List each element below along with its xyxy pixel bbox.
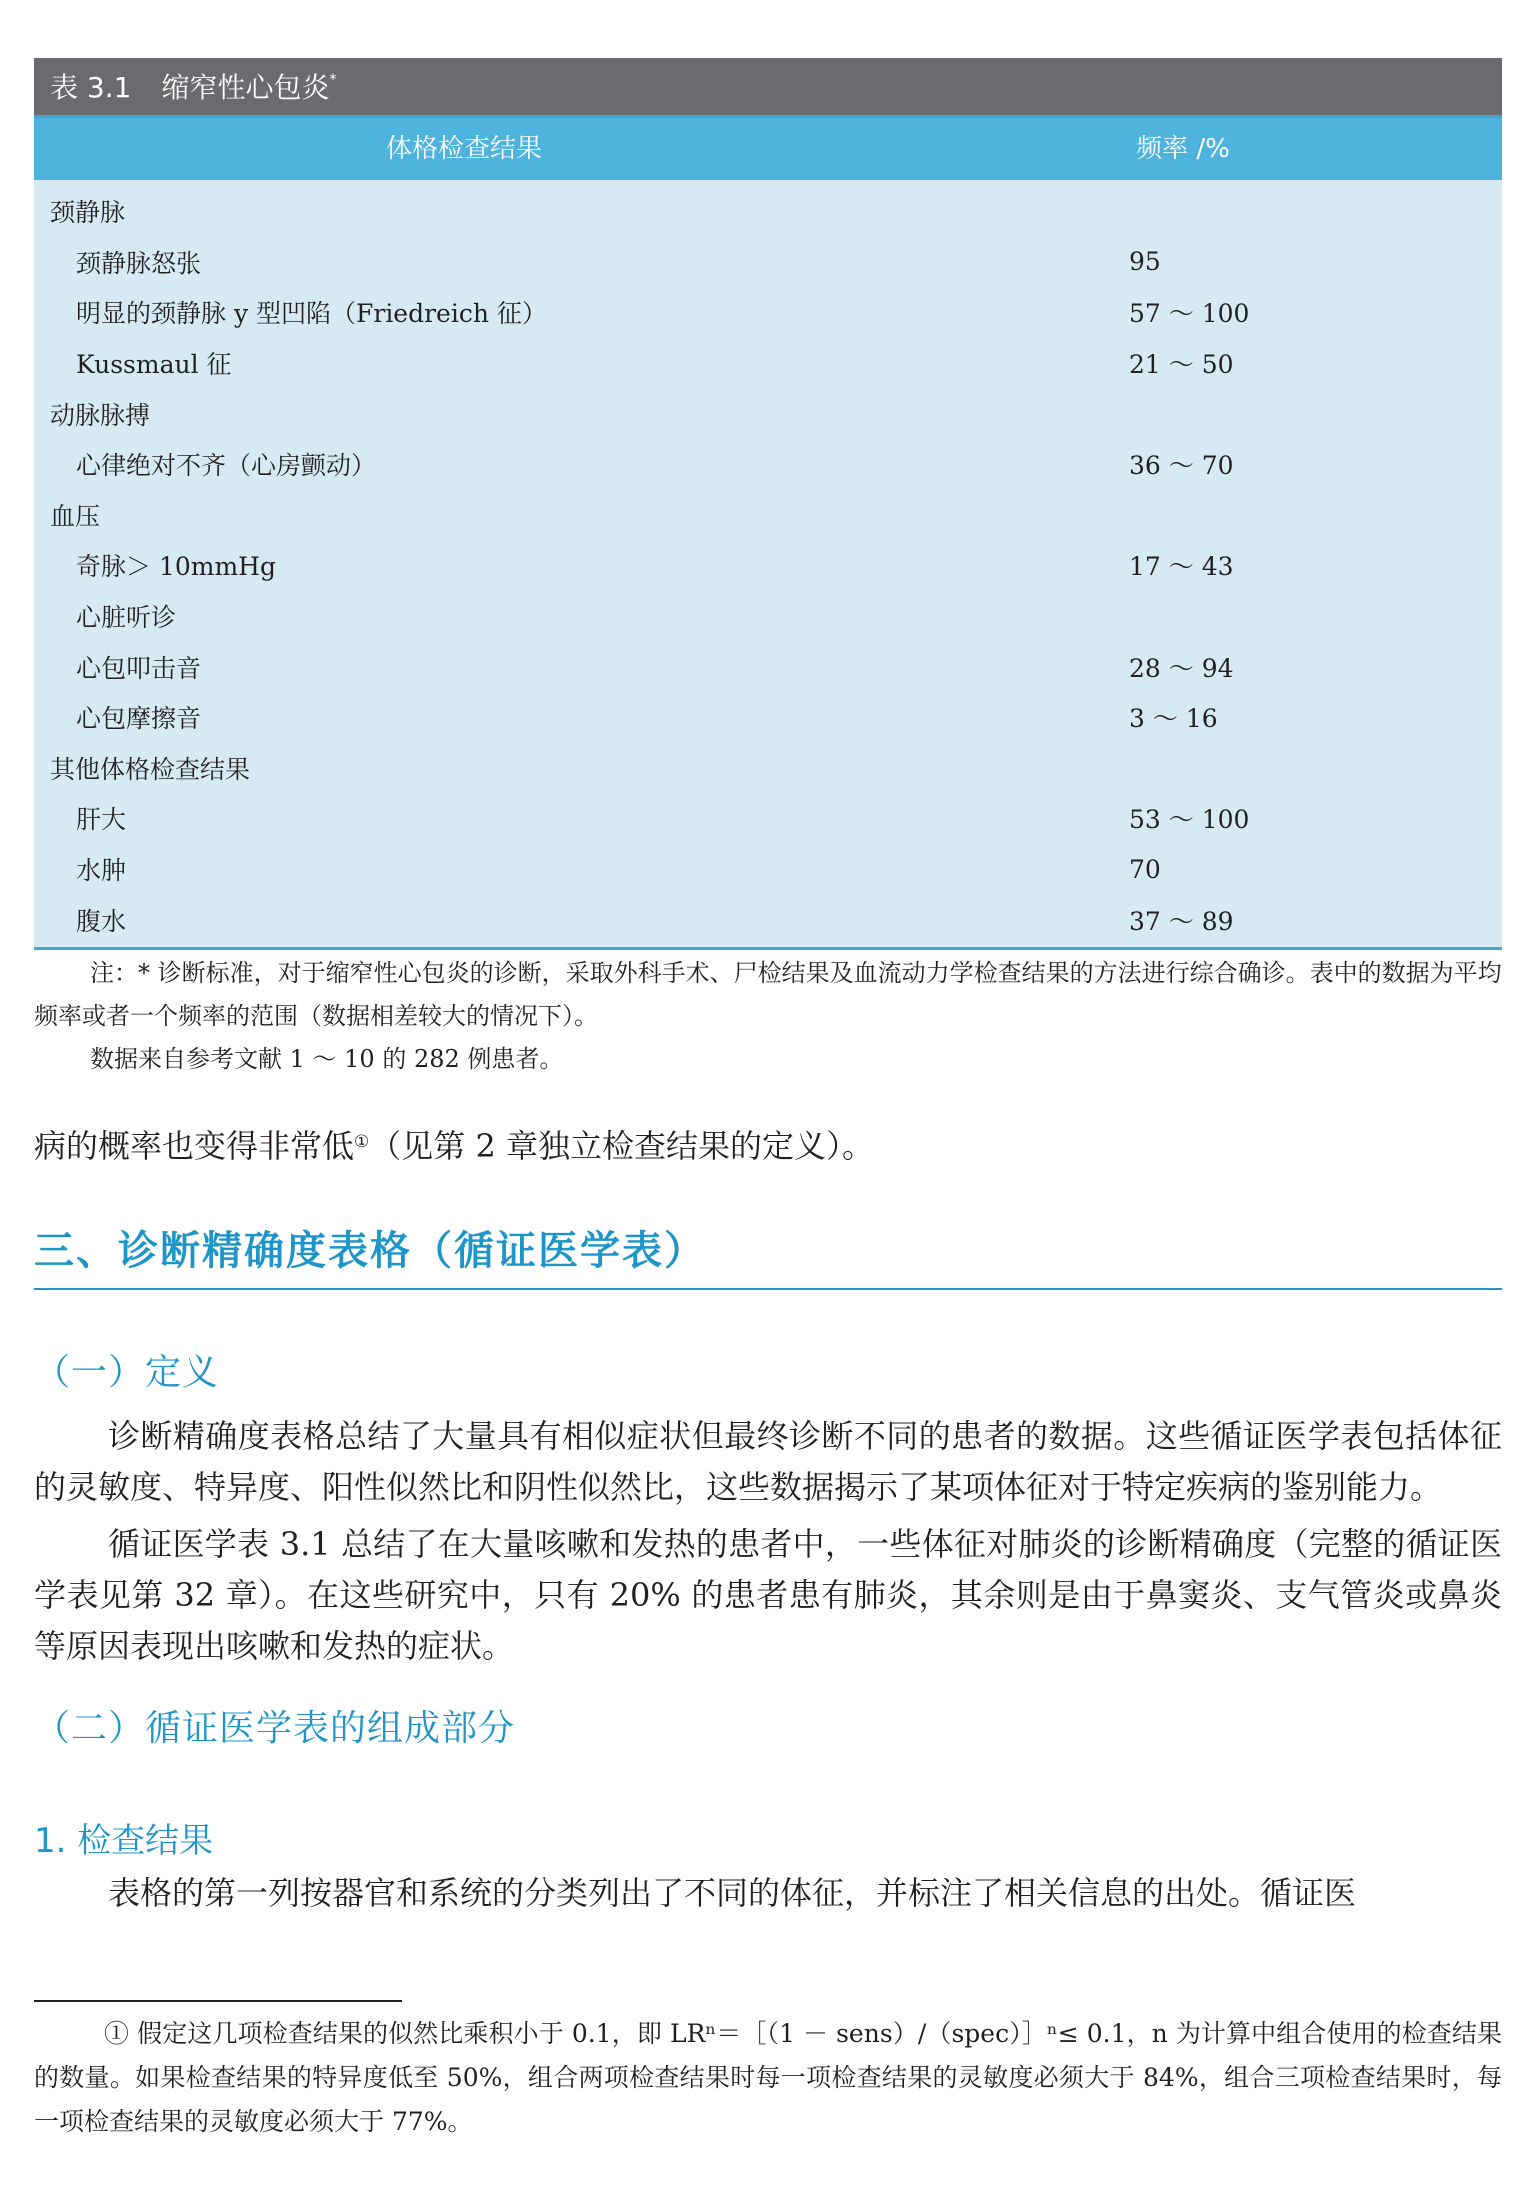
finding-label: 心脏听诊 <box>76 603 177 633</box>
table-body <box>34 180 1502 950</box>
table-row <box>34 186 1502 237</box>
table-row <box>34 439 1502 490</box>
table-row <box>34 743 1502 794</box>
table-row <box>34 388 1502 439</box>
frequency-value: 53 ～ 100 <box>1129 805 1250 835</box>
table-title: 缩窄性心包炎 <box>161 71 330 104</box>
table-row <box>34 793 1502 844</box>
finding-label: 动脉脉搏 <box>50 400 151 430</box>
table-note-source: 数据来自参考文献 1 ～ 10 的 282 例患者。 <box>90 1044 564 1073</box>
table-row <box>34 237 1502 288</box>
frequency-value: 70 <box>1129 854 1161 884</box>
table-row <box>34 338 1502 389</box>
table-header-row <box>34 118 1502 180</box>
column-header-frequency: 频率 /% <box>1136 134 1230 164</box>
table-row <box>34 641 1502 692</box>
footnote <box>34 2012 1502 2144</box>
frequency-value: 17 ～ 43 <box>1129 552 1234 582</box>
finding-label: 肝大 <box>76 805 127 835</box>
frequency-value: 57 ～ 100 <box>1129 299 1250 329</box>
finding-label: 颈静脉 <box>50 198 126 228</box>
frequency-value: 28 ～ 94 <box>1129 653 1234 683</box>
table-row <box>34 894 1502 945</box>
frequency-value: 36 ～ 70 <box>1129 451 1234 481</box>
frequency-value: 95 <box>1129 247 1161 277</box>
table-row <box>34 490 1502 541</box>
footnote-text: ① 假定这几项检查结果的似然比乘积小于 0.1，即 LRⁿ＝［（1 － sens）/（spec）］ⁿ≤ 0.1，n 为计算中组合使用的检查结果的数量。如果检查结果的特异度低至 50%，组合两项检查结果时每一项检查结果的灵敏度必须大于 84%，组合三项检查结果时，每一项检查结果的灵敏度必须大于 77%。 <box>34 2019 1502 2136</box>
table-number: 表 3.1 <box>50 71 132 104</box>
continuation-sentence: 病的概率也变得非常低 <box>34 1126 355 1165</box>
finding-label: 心包叩击音 <box>76 653 202 683</box>
table-title-footnote-mark: * <box>329 72 337 88</box>
paragraph-findings: 表格的第一列按器官和系统的分类列出了不同的体征，并标注了相关信息的出处。循证医 <box>108 1873 1357 1912</box>
finding-label: 明显的颈静脉 y 型凹陷（Friedreich 征） <box>76 299 547 329</box>
finding-label: Kussmaul 征 <box>76 350 232 380</box>
table-row <box>34 692 1502 743</box>
page-content <box>34 58 1502 1919</box>
frequency-value: 21 ～ 50 <box>1129 350 1234 380</box>
finding-label: 心包摩擦音 <box>76 704 202 734</box>
frequency-value: 3 ～ 16 <box>1129 704 1218 734</box>
continuation-text <box>34 1121 1502 1171</box>
section-heading: 三、诊断精确度表格（循证医学表） <box>34 1219 1502 1290</box>
table-row <box>34 287 1502 338</box>
subsection-heading-definition: （一）定义 <box>34 1351 220 1393</box>
column-header-findings: 体格检查结果 <box>385 134 542 164</box>
finding-label: 其他体格检查结果 <box>50 754 251 784</box>
finding-label: 奇脉＞ 10mmHg <box>76 552 276 582</box>
footnote-ref-1: ① <box>354 1131 370 1152</box>
footnote-divider <box>34 2000 402 2002</box>
item-heading-findings: 1. 检查结果 <box>34 1820 214 1861</box>
table-notes <box>34 952 1502 1081</box>
paragraph-definition-1: 诊断精确度表格总结了大量具有相似症状但最终诊断不同的患者的数据。这些循证医学表包括体征的灵敏度、特异度、阳性似然比和阴性似然比，这些数据揭示了某项体征对于特定疾病的鉴别能力。 <box>34 1416 1502 1506</box>
finding-label: 水肿 <box>76 856 127 886</box>
frequency-value: 37 ～ 89 <box>1129 906 1234 936</box>
table-row <box>34 591 1502 642</box>
paragraph-definition-2: 循证医学表 3.1 总结了在大量咳嗽和发热的患者中，一些体征对肺炎的诊断精确度（完整的循证医学表见第 32 章）。在这些研究中，只有 20% 的患者患有肺炎，其余则是由于鼻窦炎、支气管炎或鼻炎等原因表现出咳嗽和发热的症状。 <box>34 1524 1502 1665</box>
finding-label: 腹水 <box>76 906 127 936</box>
table-caption <box>34 58 1502 118</box>
finding-label: 颈静脉怒张 <box>76 248 202 278</box>
table-note-criteria: 注：* 诊断标准，对于缩窄性心包炎的诊断，采取外科手术、尸检结果及血流动力学检查结果的方法进行综合确诊。表中的数据为平均频率或者一个频率的范围（数据相差较大的情况下）。 <box>34 958 1502 1030</box>
subsection-heading-components: （二）循证医学表的组成部分 <box>34 1707 516 1749</box>
table-row <box>34 844 1502 895</box>
continuation-sentence-end: （见第 2 章独立检查结果的定义）。 <box>369 1126 874 1165</box>
finding-label: 血压 <box>50 501 101 531</box>
finding-label: 心律绝对不齐（心房颤动） <box>76 451 377 481</box>
table-row <box>34 540 1502 591</box>
